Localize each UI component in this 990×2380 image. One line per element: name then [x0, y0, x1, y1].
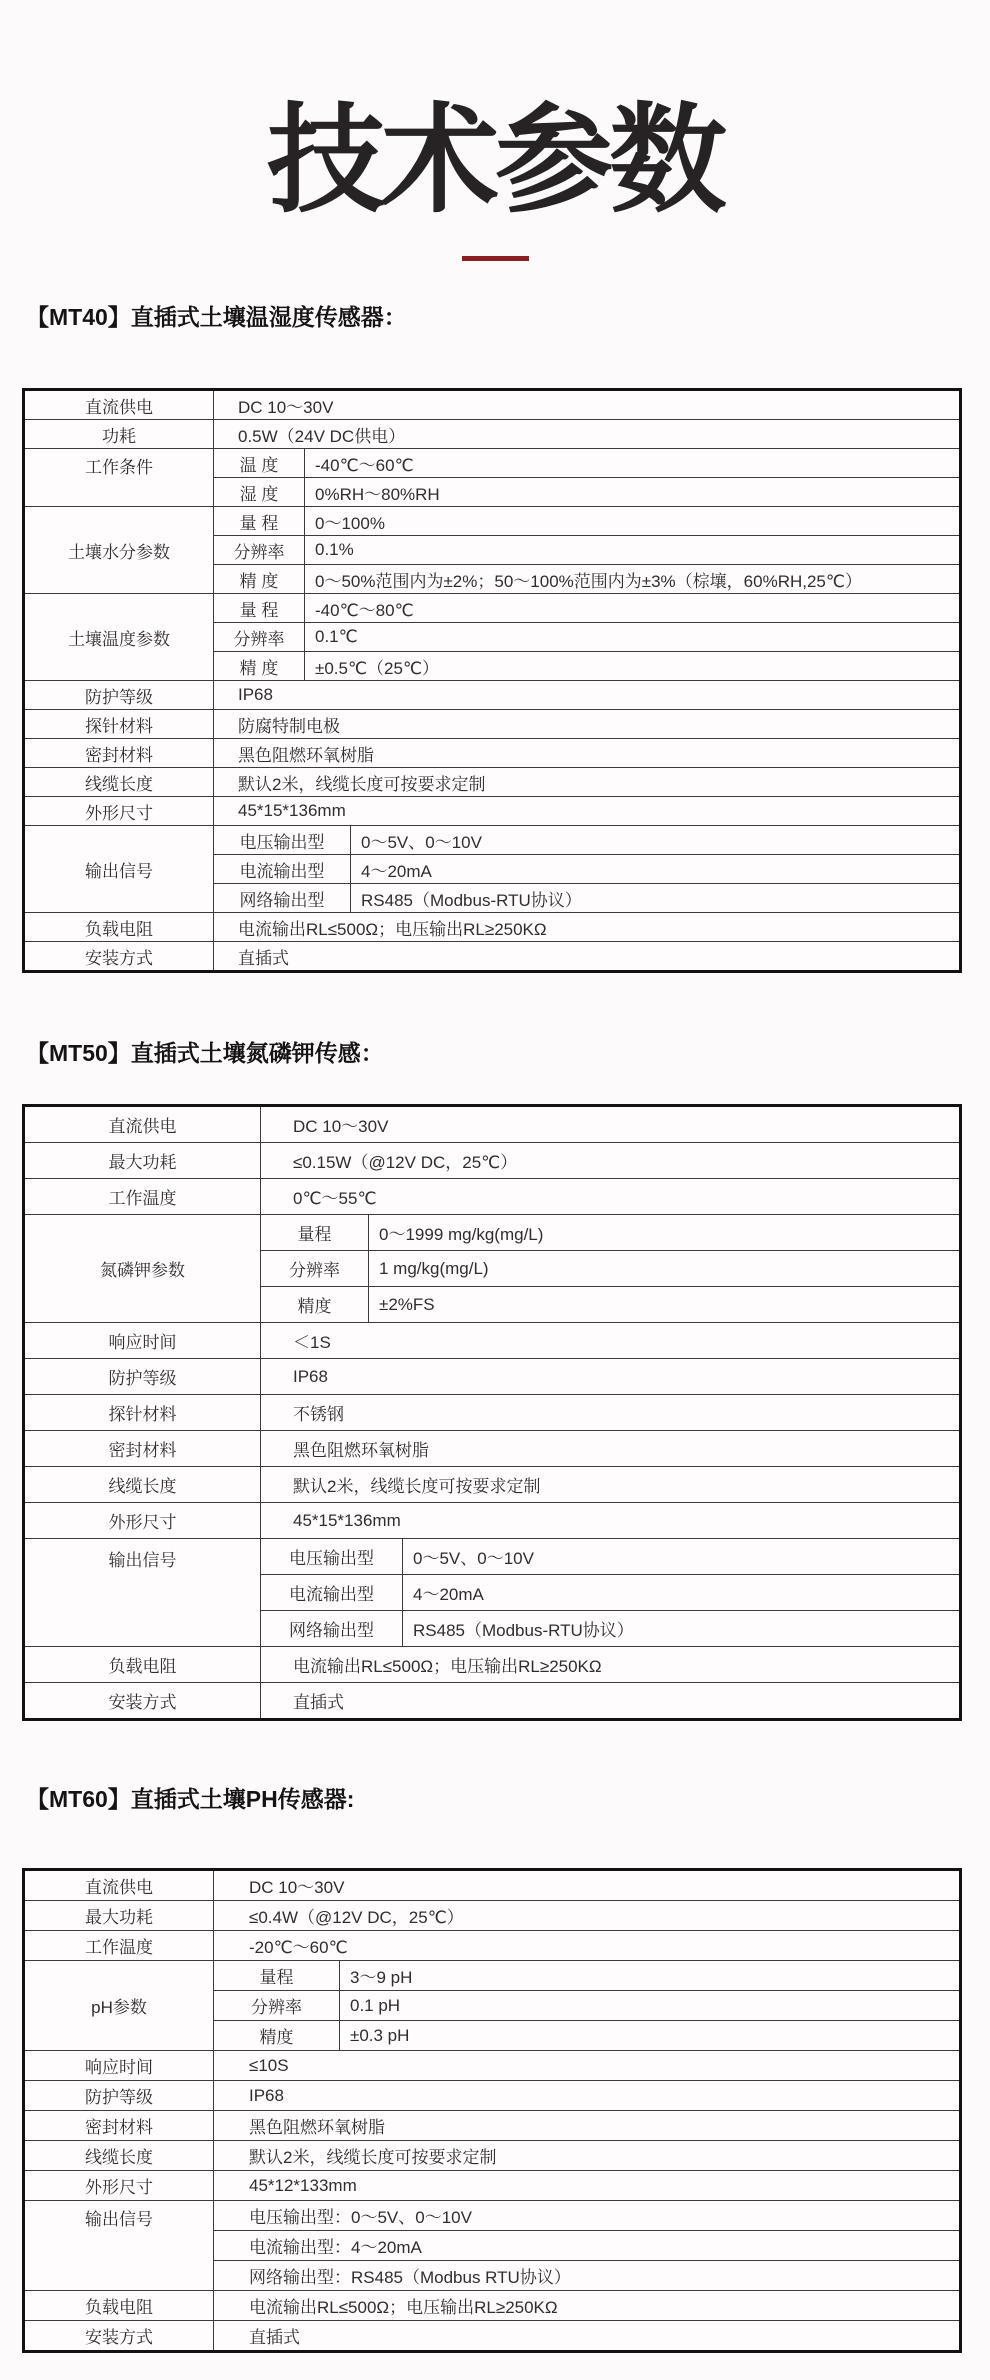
spec-value-cell — [261, 1431, 961, 1467]
table-row — [24, 507, 961, 536]
spec-label-cell: 防护等级 — [24, 681, 214, 710]
spec-value-cell — [214, 1931, 961, 1961]
spec-value: 不锈钢 — [293, 1405, 344, 1425]
table-row — [24, 1961, 961, 1991]
spec-subvalue: -40℃～80℃ — [315, 600, 414, 620]
spec-subparam-cell: 电压输出型 — [261, 1539, 403, 1574]
spec-value-cell — [261, 1179, 961, 1215]
table-row — [24, 913, 961, 942]
spec-label-cell: 负载电阻 — [24, 1647, 261, 1683]
spec-subparam-cell: 精度 — [261, 1287, 369, 1322]
table-row — [24, 797, 961, 826]
spec-value: 0℃～55℃ — [293, 1189, 377, 1209]
spec-label-cell: 外形尺寸 — [24, 2171, 214, 2201]
spec-value-cell — [214, 565, 961, 594]
spec-value-cell — [261, 1215, 961, 1251]
table-row — [24, 2081, 961, 2111]
table-row — [24, 1931, 961, 1961]
spec-subvalue: 0.1℃ — [315, 627, 358, 647]
spec-value-cell — [214, 913, 961, 942]
spec-subvalue: 电流输出型：4～20mA — [249, 2238, 422, 2258]
spec-value-cell — [214, 2021, 961, 2051]
spec-subparam-cell: 分辨率 — [261, 1251, 369, 1286]
spec-subparam-cell: 量 程 — [214, 507, 305, 535]
spec-value-cell — [214, 536, 961, 565]
spec-value-cell — [261, 1575, 961, 1611]
spec-label-cell: 工作温度 — [24, 1179, 261, 1215]
spec-subvalue: ±0.5℃（25℃） — [315, 658, 440, 678]
spec-value-cell — [261, 1503, 961, 1539]
spec-label-cell: 防护等级 — [24, 1359, 261, 1395]
spec-label-cell: 负载电阻 — [24, 913, 214, 942]
spec-value-cell — [261, 1143, 961, 1179]
spec-subvalue: 0.1% — [315, 540, 354, 560]
spec-subvalue: 3～9 pH — [350, 1968, 413, 1988]
table-row — [24, 942, 961, 972]
spec-label-cell: 探针材料 — [24, 710, 214, 739]
table-row — [24, 2111, 961, 2141]
section-heading-mt50: 【MT50】直插式土壤氮磷钾传感： — [26, 1040, 384, 1067]
spec-value-cell — [214, 2171, 961, 2201]
spec-subparam-cell: 分辨率 — [214, 623, 305, 651]
spec-label-cell: 密封材料 — [24, 2111, 214, 2141]
spec-value-cell — [214, 2231, 961, 2261]
spec-value: 直插式 — [249, 2328, 300, 2348]
table-row — [24, 2291, 961, 2321]
spec-subparam-cell: 电压输出型 — [214, 826, 351, 854]
spec-value: ≤0.4W（@12V DC，25℃） — [249, 1908, 464, 1928]
spec-subparam-cell: 网络输出型 — [214, 884, 351, 912]
spec-value: 默认2米，线缆长度可按要求定制 — [238, 774, 486, 794]
spec-subvalue: 1 mg/kg(mg/L) — [379, 1258, 489, 1278]
spec-value: IP68 — [249, 2085, 284, 2105]
spec-subvalue: 0～5V、0～10V — [361, 832, 482, 852]
spec-value-cell — [214, 1961, 961, 1991]
spec-value-cell — [214, 478, 961, 507]
table-row — [24, 1647, 961, 1683]
table-row — [24, 1395, 961, 1431]
spec-subparam-cell: 湿 度 — [214, 478, 305, 506]
spec-subvalue: 4～20mA — [361, 861, 432, 881]
spec-value: 45*15*136mm — [238, 801, 346, 821]
title-underline-divider — [462, 256, 529, 261]
table-row — [24, 1359, 961, 1395]
spec-value: 直插式 — [238, 948, 289, 968]
spec-value-cell — [214, 2081, 961, 2111]
spec-subvalue: ±2%FS — [379, 1294, 435, 1314]
table-row — [24, 2171, 961, 2201]
spec-value: 默认2米，线缆长度可按要求定制 — [293, 1477, 541, 1497]
spec-label-cell: 输出信号 — [24, 2201, 214, 2291]
table-row — [24, 2051, 961, 2081]
spec-value-cell — [261, 1287, 961, 1323]
spec-label-cell: 负载电阻 — [24, 2291, 214, 2321]
spec-value-cell — [214, 449, 961, 478]
spec-label-cell: 输出信号 — [24, 826, 214, 913]
spec-label-cell: 最大功耗 — [24, 1143, 261, 1179]
spec-value-cell — [214, 710, 961, 739]
spec-value: ＜1S — [293, 1333, 331, 1353]
spec-label-cell: 外形尺寸 — [24, 797, 214, 826]
spec-value-cell — [261, 1539, 961, 1575]
spec-subparam-cell: 量 程 — [214, 594, 305, 622]
spec-value: 电流输出RL≤500Ω；电压输出RL≥250KΩ — [249, 2298, 558, 2318]
spec-label-cell: 工作条件 — [24, 449, 214, 507]
spec-value: 防腐特制电极 — [238, 716, 340, 736]
spec-value-cell — [214, 855, 961, 884]
spec-subparam-cell: 电流输出型 — [214, 855, 351, 883]
table-row — [24, 2141, 961, 2171]
spec-label-cell: 输出信号 — [24, 1539, 261, 1647]
spec-subparam-cell: 网络输出型 — [261, 1611, 403, 1646]
section-mt50 — [0, 1039, 990, 1721]
spec-value: 黑色阻燃环氧树脂 — [238, 745, 374, 765]
spec-value-cell — [214, 594, 961, 623]
section-heading-mt40: 【MT40】直插式土壤温湿度传感器： — [26, 303, 407, 330]
table-row — [24, 1503, 961, 1539]
spec-label-cell: 工作温度 — [24, 1931, 214, 1961]
spec-subvalue: RS485（Modbus-RTU协议） — [413, 1621, 634, 1641]
table-row — [24, 1901, 961, 1931]
section-heading-mt60: 【MT60】直插式土壤PH传感器: — [26, 1786, 355, 1813]
spec-value-cell — [261, 1359, 961, 1395]
table-row — [24, 710, 961, 739]
spec-value: 黑色阻燃环氧树脂 — [249, 2118, 385, 2138]
spec-value-cell — [214, 739, 961, 768]
spec-value: ≤0.15W（@12V DC，25℃） — [293, 1153, 518, 1173]
spec-value: 电流输出RL≤500Ω；电压输出RL≥250KΩ — [238, 919, 547, 939]
spec-subparam-cell: 量程 — [214, 1961, 340, 1990]
page-title: 技术参数 — [266, 95, 723, 227]
spec-subvalue: 0.1 pH — [350, 1995, 401, 2015]
table-row — [24, 1431, 961, 1467]
spec-subvalue: 0～50%范围内为±2%；50～100%范围内为±3%（棕壤，60%RH,25℃） — [315, 571, 862, 591]
spec-value-cell — [261, 1251, 961, 1287]
spec-label-cell: 探针材料 — [24, 1395, 261, 1431]
spec-value-cell — [214, 681, 961, 710]
spec-value-cell — [214, 826, 961, 855]
spec-value-cell — [214, 507, 961, 536]
spec-label-cell: 安装方式 — [24, 2321, 214, 2352]
table-row — [24, 2201, 961, 2231]
spec-subvalue: 0～5V、0～10V — [413, 1549, 534, 1569]
spec-subparam-cell: 精度 — [214, 2021, 340, 2050]
spec-label-cell: 安装方式 — [24, 1683, 261, 1720]
spec-subvalue: ±0.3 pH — [350, 2025, 410, 2045]
spec-value: DC 10～30V — [293, 1117, 389, 1137]
spec-value-cell — [261, 1647, 961, 1683]
spec-value: DC 10～30V — [238, 397, 334, 417]
spec-label-cell: 线缆长度 — [24, 2141, 214, 2171]
spec-value: DC 10～30V — [249, 1878, 345, 1898]
table-row — [24, 1323, 961, 1359]
spec-value-cell — [214, 768, 961, 797]
spec-value-cell — [214, 1901, 961, 1931]
spec-value-cell — [214, 390, 961, 420]
spec-value-cell — [261, 1683, 961, 1720]
table-row — [24, 1539, 961, 1575]
spec-value-cell — [214, 1991, 961, 2021]
spec-value: IP68 — [293, 1366, 328, 1386]
spec-value-cell — [261, 1395, 961, 1431]
spec-label-cell: 直流供电 — [24, 1106, 261, 1143]
spec-value: ≤10S — [249, 2055, 289, 2075]
spec-value: IP68 — [238, 685, 273, 705]
spec-value-cell — [214, 942, 961, 972]
spec-value-cell — [214, 652, 961, 681]
spec-value: 黑色阻燃环氧树脂 — [293, 1441, 429, 1461]
spec-subvalue: 网络输出型：RS485（Modbus RTU协议） — [249, 2268, 571, 2288]
spec-table-mt60 — [22, 1868, 962, 2353]
spec-value-cell — [214, 2261, 961, 2291]
spec-label-cell: 响应时间 — [24, 2051, 214, 2081]
table-row — [24, 449, 961, 478]
spec-value-cell — [261, 1106, 961, 1143]
spec-value-cell — [261, 1467, 961, 1503]
table-row — [24, 420, 961, 449]
table-row — [24, 594, 961, 623]
spec-value: 默认2米，线缆长度可按要求定制 — [249, 2148, 497, 2168]
table-row — [24, 1215, 961, 1251]
spec-value-cell — [214, 2201, 961, 2231]
spec-subparam-cell: 温 度 — [214, 449, 305, 477]
spec-subparam-cell: 分辨率 — [214, 1991, 340, 2020]
spec-label-cell: 线缆长度 — [24, 1467, 261, 1503]
table-row — [24, 390, 961, 420]
spec-value-cell — [214, 2141, 961, 2171]
spec-label-cell: 氮磷钾参数 — [24, 1215, 261, 1323]
spec-value-cell — [261, 1323, 961, 1359]
spec-value-cell — [214, 2291, 961, 2321]
spec-subparam-cell: 量程 — [261, 1215, 369, 1250]
spec-value: -20℃～60℃ — [249, 1938, 348, 1958]
spec-subvalue: 0%RH～80%RH — [315, 484, 440, 504]
spec-subvalue: -40℃～60℃ — [315, 455, 414, 475]
spec-subparam-cell: 精 度 — [214, 565, 305, 593]
table-row — [24, 768, 961, 797]
spec-label-cell: 密封材料 — [24, 739, 214, 768]
spec-value: 直插式 — [293, 1693, 344, 1713]
spec-value: 0.5W（24V DC供电） — [238, 426, 406, 446]
spec-value-cell — [214, 1870, 961, 1901]
spec-subvalue: 0～100% — [315, 513, 385, 533]
spec-subvalue: 4～20mA — [413, 1585, 484, 1605]
table-row — [24, 1143, 961, 1179]
spec-value: 电流输出RL≤500Ω；电压输出RL≥250KΩ — [293, 1657, 602, 1677]
table-row — [24, 1467, 961, 1503]
spec-table-mt40 — [22, 388, 962, 973]
spec-label-cell: 防护等级 — [24, 2081, 214, 2111]
spec-label-cell: pH参数 — [24, 1961, 214, 2051]
spec-label-cell: 响应时间 — [24, 1323, 261, 1359]
spec-label-cell: 直流供电 — [24, 390, 214, 420]
spec-label-cell: 土壤温度参数 — [24, 594, 214, 681]
table-row — [24, 1683, 961, 1720]
spec-label-cell: 外形尺寸 — [24, 1503, 261, 1539]
spec-value-cell — [214, 2321, 961, 2352]
spec-label-cell: 安装方式 — [24, 942, 214, 972]
spec-label-cell: 密封材料 — [24, 1431, 261, 1467]
table-row — [24, 1106, 961, 1143]
spec-value-cell — [261, 1611, 961, 1647]
table-row — [24, 1179, 961, 1215]
spec-subvalue: 电压输出型：0～5V、0～10V — [249, 2208, 472, 2228]
spec-subparam-cell: 精 度 — [214, 652, 305, 680]
spec-value-cell — [214, 2111, 961, 2141]
spec-label-cell: 土壤水分参数 — [24, 507, 214, 594]
spec-label-cell: 最大功耗 — [24, 1901, 214, 1931]
spec-subparam-cell: 分辨率 — [214, 536, 305, 564]
spec-value-cell — [214, 420, 961, 449]
table-row — [24, 681, 961, 710]
spec-label-cell: 功耗 — [24, 420, 214, 449]
spec-value-cell — [214, 797, 961, 826]
table-row — [24, 826, 961, 855]
spec-value-cell — [214, 884, 961, 913]
spec-value-cell — [214, 623, 961, 652]
section-mt60 — [0, 1785, 990, 2353]
spec-subparam-cell: 电流输出型 — [261, 1575, 403, 1610]
spec-label-cell: 直流供电 — [24, 1870, 214, 1901]
spec-label-cell: 线缆长度 — [24, 768, 214, 797]
table-row — [24, 1870, 961, 1901]
spec-subvalue: RS485（Modbus-RTU协议） — [361, 890, 582, 910]
spec-value-cell — [214, 2051, 961, 2081]
table-row — [24, 2321, 961, 2352]
spec-table-mt50 — [22, 1104, 962, 1721]
spec-subvalue: 0～1999 mg/kg(mg/L) — [379, 1225, 544, 1245]
spec-value: 45*15*136mm — [293, 1510, 401, 1530]
table-row — [24, 739, 961, 768]
section-mt40 — [0, 303, 990, 974]
spec-value: 45*12*133mm — [249, 2175, 357, 2195]
